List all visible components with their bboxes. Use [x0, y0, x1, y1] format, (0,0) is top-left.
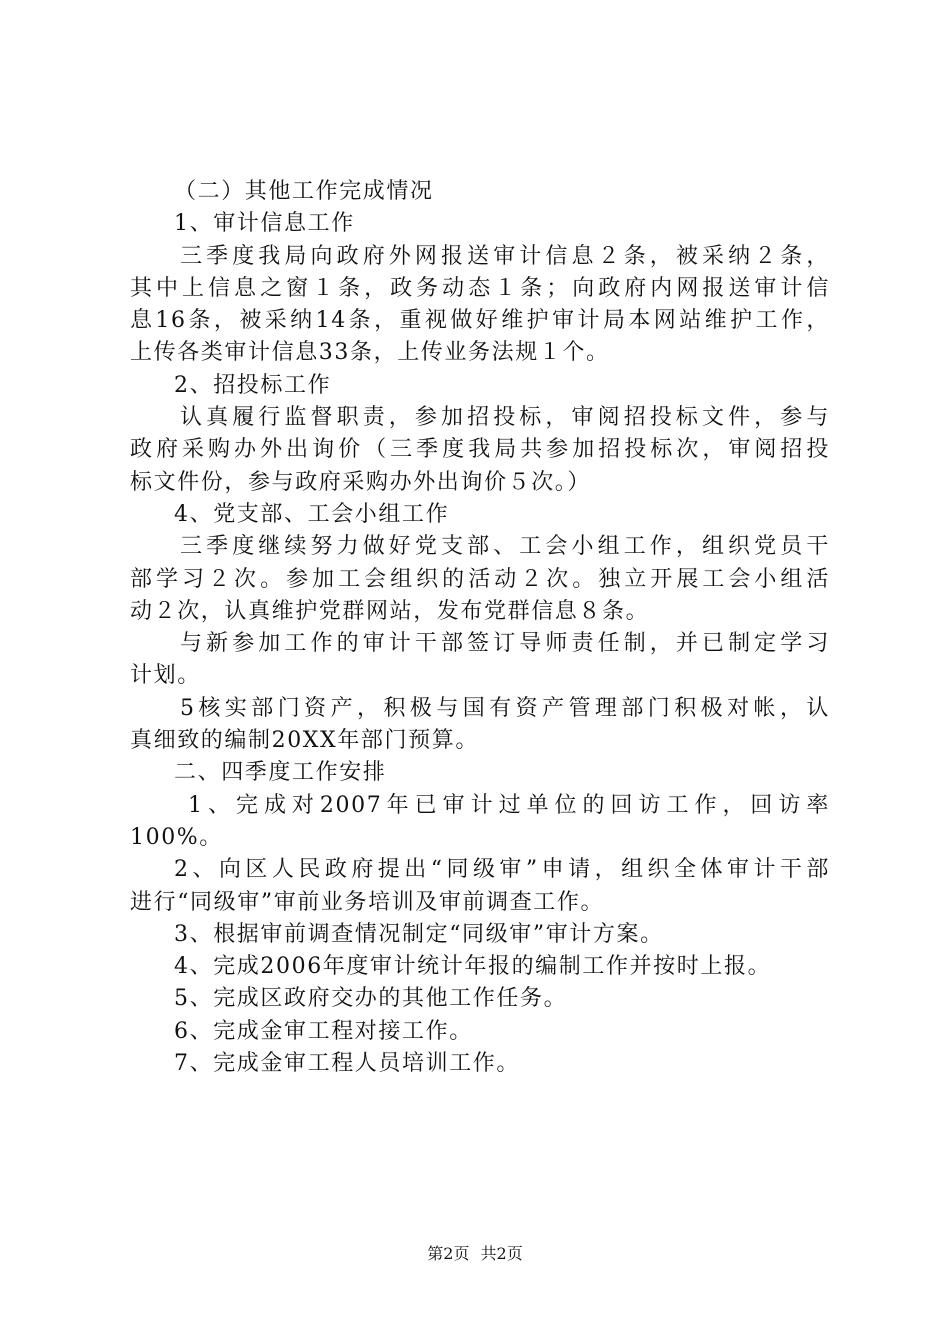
paragraph-line: 部学习２次。参加工会组织的活动２次。独立开展工会小组活: [130, 566, 830, 592]
paragraph-line: 认真履行监督职责，参加招投标，审阅招投标文件，参与: [180, 405, 830, 431]
subheading-bidding: 2、招投标工作: [174, 372, 332, 398]
paragraph-line: 动２次，认真维护党群网站，发布党群信息８条。: [130, 598, 650, 624]
list-item: 6、完成金审工程对接工作。: [174, 1018, 473, 1044]
list-item: 3、根据审前调查情况制定“同级审”审计方案。: [174, 921, 664, 947]
paragraph-line: 三季度我局向政府外网报送审计信息２条，被采纳２条，: [180, 243, 830, 269]
page-footer: [0, 1243, 950, 1265]
paragraph-line: 标文件份，参与政府采购办外出询价５次。）: [130, 469, 592, 495]
paragraph-line: 真细致的编制20XX年部门预算。: [130, 728, 479, 754]
paragraph-line: 上传各类审计信息33条，上传业务法规１个。: [130, 340, 610, 366]
subheading-audit-info: 1、审计信息工作: [174, 211, 355, 237]
page-total: 共2页: [480, 1244, 523, 1263]
document-body: [130, 176, 830, 1080]
paragraph-line: 政府采购办外出询价（三季度我局共参加招投标次，审阅招投: [130, 437, 830, 463]
list-item: 5、完成区政府交办的其他工作任务。: [174, 986, 568, 1012]
section-heading-q4-plan: 二、四季度工作安排: [174, 760, 387, 786]
page-number: 第2页: [427, 1244, 470, 1263]
paragraph-line: 其中上信息之窗１条，政务动态１条；向政府内网报送审计信: [130, 275, 830, 301]
paragraph-line: 进行“同级审”审前业务培训及审前调查工作。: [130, 889, 605, 915]
list-item: 4、完成2006年度审计统计年报的编制工作并按时上报。: [174, 954, 772, 980]
paragraph-line: 息16条，被采纳14条，重视做好维护审计局本网站维护工作，: [130, 308, 830, 334]
paragraph-line: 三季度继续努力做好党支部、工会小组工作，组织党员干: [180, 534, 830, 560]
subheading-party-union: 4、党支部、工会小组工作: [174, 501, 450, 527]
paragraph-line: 2、向区人民政府提出“同级审”申请，组织全体审计干部: [174, 857, 830, 883]
paragraph-line: 与新参加工作的审计干部签订导师责任制，并已制定学习: [180, 631, 830, 657]
paragraph-line: 100%。: [130, 824, 223, 850]
list-item: 7、完成金审工程人员培训工作。: [174, 1051, 520, 1077]
paragraph-line: 5核实部门资产，积极与国有资产管理部门积极对帐，认: [180, 695, 830, 721]
paragraph-line: 1、完成对2007年已审计过单位的回访工作，回访率: [188, 792, 830, 818]
section-heading-other-work: （二）其他工作完成情况: [174, 179, 434, 204]
paragraph-line: 计划。: [130, 663, 201, 689]
